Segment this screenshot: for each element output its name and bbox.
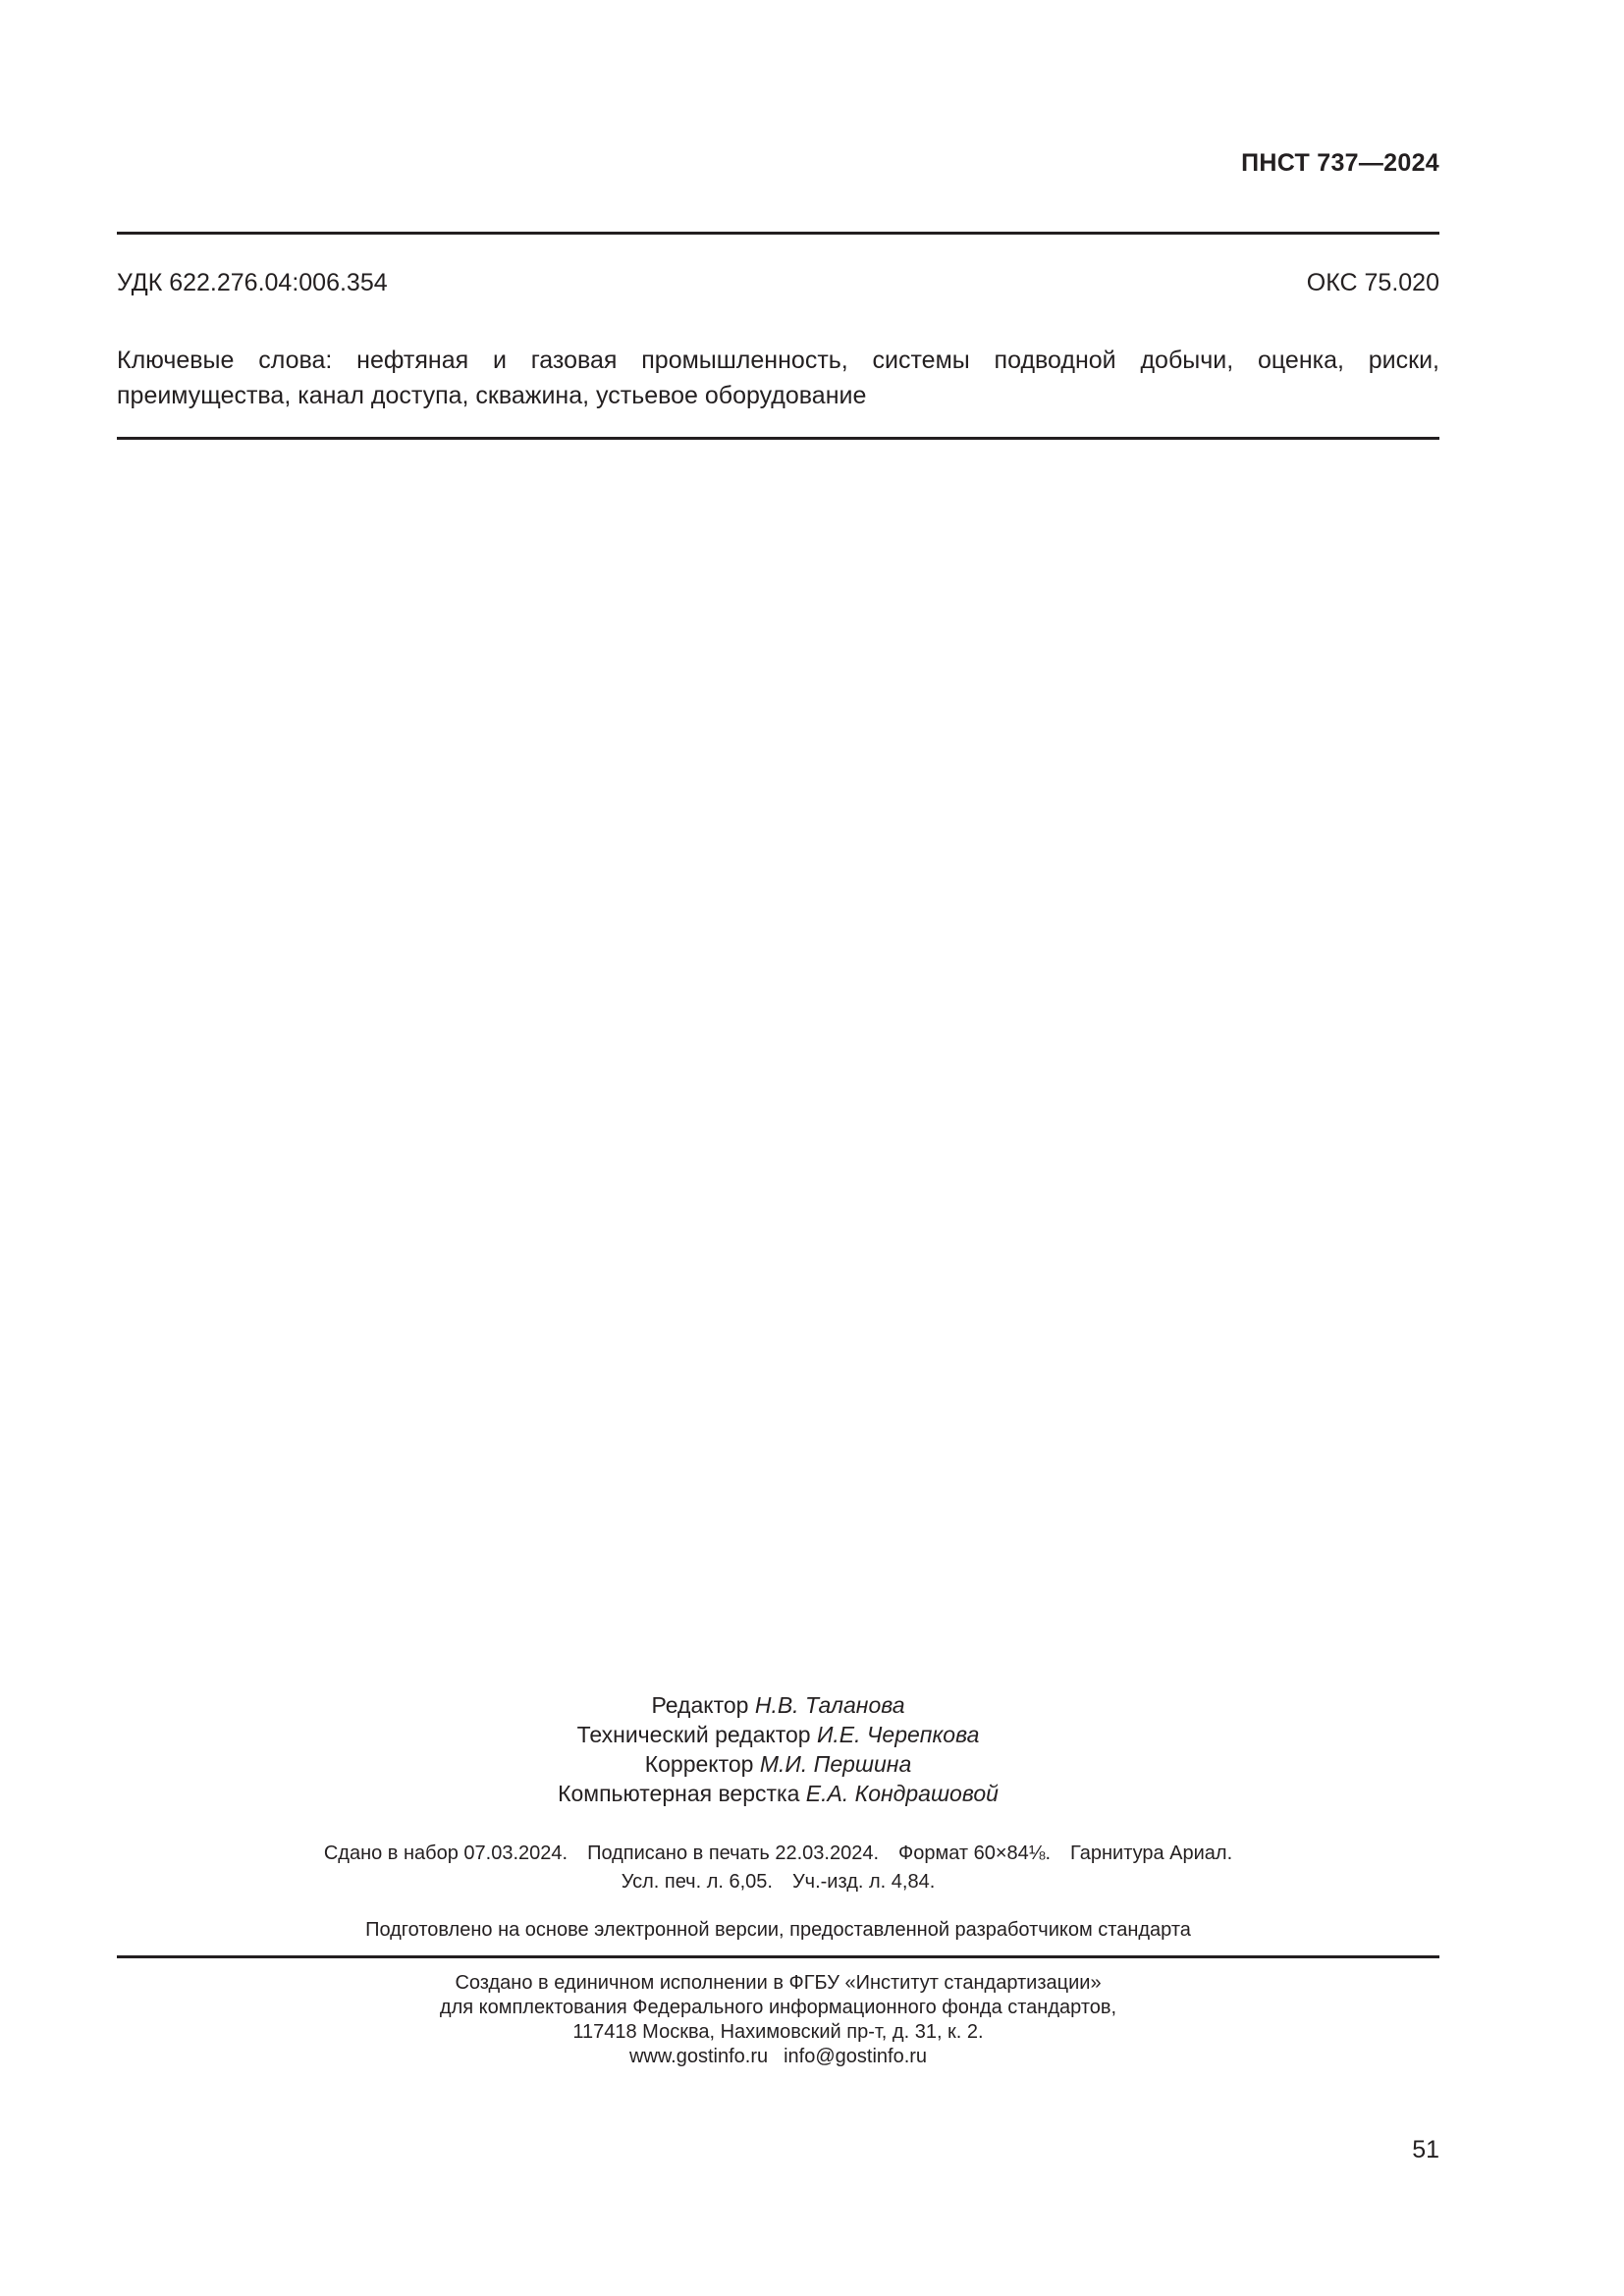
credit-layout xyxy=(117,1779,1439,1808)
publisher-info xyxy=(117,1971,1439,2069)
credit-name: Н.В. Таланова xyxy=(754,1692,905,1718)
imprint-line-1 xyxy=(117,1840,1439,1868)
credit-role: Компьютерная верстка xyxy=(558,1781,800,1806)
imprint-publisher-sheets: Уч.-изд. л. 4,84. xyxy=(791,1871,936,1893)
website-link[interactable]: www.gostinfo.ru xyxy=(628,2046,769,2067)
imprint-line-2 xyxy=(117,1868,1439,1896)
keywords-divider xyxy=(117,437,1439,440)
credit-name: И.Е. Черепкова xyxy=(816,1722,980,1747)
credit-role: Корректор xyxy=(644,1751,754,1777)
imprint-format: Формат 60×84⅛. xyxy=(898,1842,1052,1864)
imprint-print-sheets: Усл. печ. л. 6,05. xyxy=(621,1871,773,1893)
credit-proofreader xyxy=(117,1749,1439,1779)
credit-technical-editor xyxy=(117,1720,1439,1749)
oks-code: ОКС 75.020 xyxy=(1306,269,1439,296)
email-link[interactable]: info@gostinfo.ru xyxy=(784,2046,928,2067)
credit-name: М.И. Першина xyxy=(759,1751,912,1777)
publisher-line-1: Создано в единичном исполнении в ФГБУ «Институт стандартизации» xyxy=(455,1972,1102,1994)
credit-role: Редактор xyxy=(651,1692,749,1718)
imprint-submitted: Сдано в набор 07.03.2024. xyxy=(323,1842,568,1864)
imprint-typeface: Гарнитура Ариал. xyxy=(1070,1842,1233,1864)
standard-designation: ПНСТ 737—2024 xyxy=(1241,149,1439,177)
publisher-contacts xyxy=(117,2045,1439,2069)
top-divider xyxy=(117,232,1439,235)
publisher-line-2: для комплектования Федерального информационного фонда стандартов, xyxy=(439,1997,1117,2018)
imprint-signed: Подписано в печать 22.03.2024. xyxy=(587,1842,880,1864)
credit-role: Технический редактор xyxy=(576,1722,811,1747)
keywords-paragraph: Ключевые слова: нефтяная и газовая промышленность, системы подводной добычи, оценка, риски, преимущества, канал доступа, скважина, устьевое оборудование xyxy=(117,347,1439,409)
bottom-divider xyxy=(117,1955,1439,1958)
page-number: 51 xyxy=(1412,2136,1439,2163)
prepared-note: Подготовлено на основе электронной версии, предоставленной разработчиком стандарта xyxy=(365,1919,1191,1941)
credit-name: Е.А. Кондрашовой xyxy=(805,1781,999,1806)
imprint-info xyxy=(117,1840,1439,1896)
editorial-credits xyxy=(117,1690,1439,1808)
credit-editor xyxy=(117,1690,1439,1720)
udk-code: УДК 622.276.04:006.354 xyxy=(117,269,388,296)
publisher-address: 117418 Москва, Нахимовский пр-т, д. 31, к. 2. xyxy=(572,2021,984,2043)
